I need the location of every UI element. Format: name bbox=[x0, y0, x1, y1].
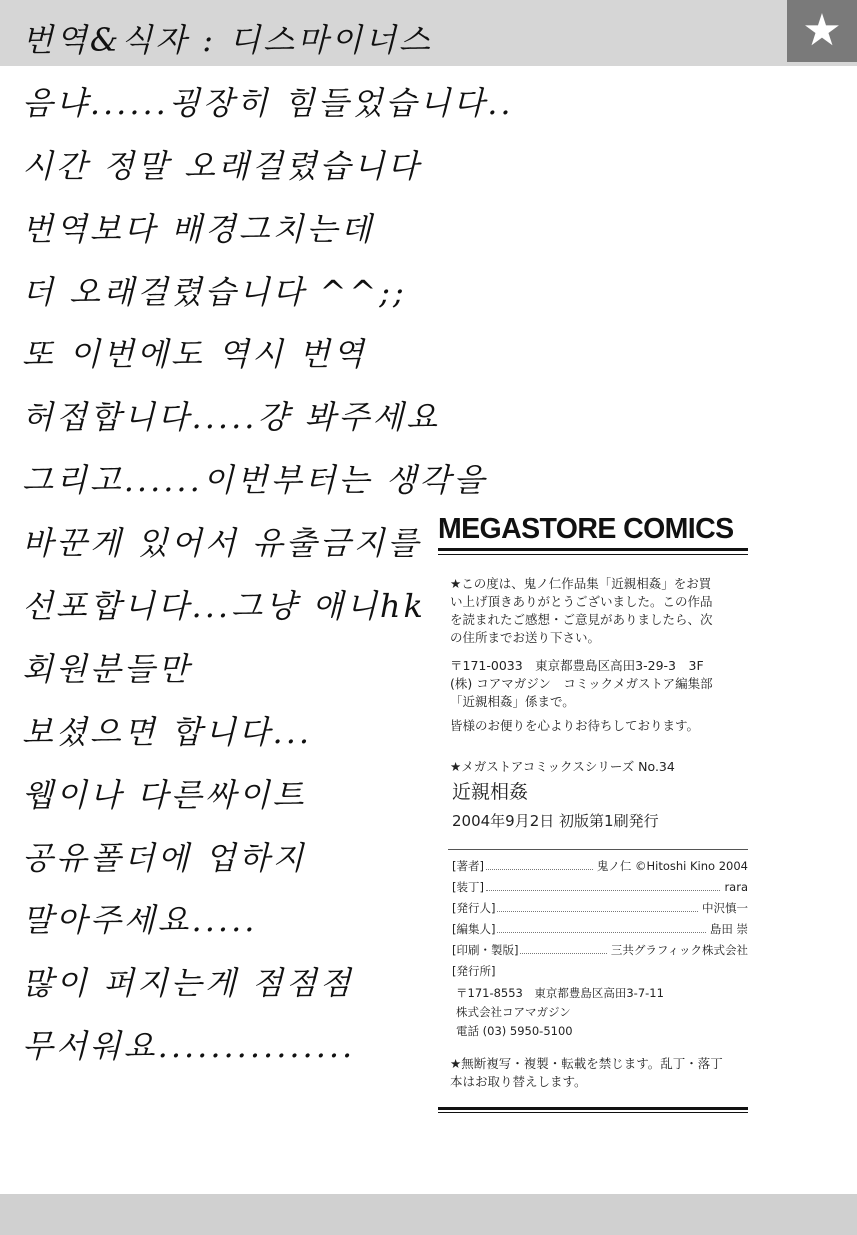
address-paragraph: 〒171-0033 東京都豊島区高田3-29-3 3F (株) コアマガジン コミックメガストア編集部 「近親相姦」係まで。 bbox=[450, 658, 713, 709]
publisher-address: 〒171-8553 東京都豊島区高田3-7-11 bbox=[456, 986, 664, 1000]
note-line: 번역보다 배경그치는데 bbox=[22, 209, 375, 248]
star-icon: ★ bbox=[787, 0, 857, 62]
note-line: 시간 정말 오래걸렸습니다 bbox=[22, 146, 422, 185]
credit-row: [印刷・製版] 三共グラフィック株式会社 bbox=[452, 943, 748, 957]
note-line: 그리고......이번부터는 생각을 bbox=[22, 461, 488, 500]
publication-date: 2004年9月2日 初版第1刷発行 bbox=[452, 812, 659, 830]
thanks-paragraph: ★この度は、鬼ノ仁作品集「近親相姦」をお買 い上げ頂きありがとうございました。この作品 を読まれたご感想・ご意見がありましたら、次 の住所までお送り下さい。 bbox=[450, 576, 713, 645]
publisher-phone: 電話 (03) 5950-5100 bbox=[456, 1024, 573, 1038]
note-line: 무서워요............... bbox=[22, 1027, 356, 1066]
colophon bbox=[438, 512, 748, 1113]
credit-row: [発行人] 中沢慎一 bbox=[452, 901, 748, 915]
note-line: 공유폴더에 업하지 bbox=[22, 838, 307, 877]
copyright-notice: ★無断複写・複製・転載を禁じます。乱丁・落丁 本はお取り替えします。 bbox=[450, 1056, 723, 1089]
work-title: 近親相姦 bbox=[452, 781, 529, 803]
note-line: 많이 퍼지는게 점점점 bbox=[22, 964, 354, 1003]
note-line: 웹이나 다른싸이트 bbox=[22, 775, 307, 814]
credit-row: [著者] 鬼ノ仁 ©Hitoshi Kino 2004 bbox=[452, 859, 748, 873]
series-number: ★メガストアコミックスシリーズ No.34 bbox=[450, 759, 675, 774]
note-line: 회원분들만 bbox=[22, 649, 192, 688]
note-line: 또 이번에도 역시 번역 bbox=[22, 335, 367, 374]
publisher-label: [発行所] bbox=[452, 964, 496, 978]
note-line: 선포합니다...그냥 애니hk bbox=[22, 587, 426, 626]
series-title: MEGASTORE COMICS bbox=[438, 513, 734, 545]
bottom-gray-band bbox=[0, 1194, 857, 1235]
note-line: 말아주세요..... bbox=[22, 901, 258, 940]
credit-row: [装丁] rara bbox=[452, 880, 748, 894]
credits-rule bbox=[448, 849, 748, 850]
note-line: 번역&식자 : 디스마이너스 bbox=[22, 21, 433, 59]
note-line: 허접합니다.....걍 봐주세요 bbox=[22, 398, 441, 437]
note-line: 더 오래걸렸습니다 ^^;; bbox=[22, 272, 407, 311]
note-line: 음냐......굉장히 힘들었습니다.. bbox=[22, 83, 514, 122]
publisher-name: 株式会社コアマガジン bbox=[456, 1005, 571, 1019]
title-rule bbox=[438, 548, 748, 555]
bottom-rule bbox=[438, 1107, 748, 1113]
await-line: 皆様のお便りを心よりお待ちしております。 bbox=[450, 718, 700, 733]
note-line: 보셨으면 합니다... bbox=[22, 712, 313, 751]
note-line: 바꾼게 있어서 유출금지를 bbox=[22, 524, 422, 563]
credit-row: [編集人] 島田 崇 bbox=[452, 922, 748, 936]
